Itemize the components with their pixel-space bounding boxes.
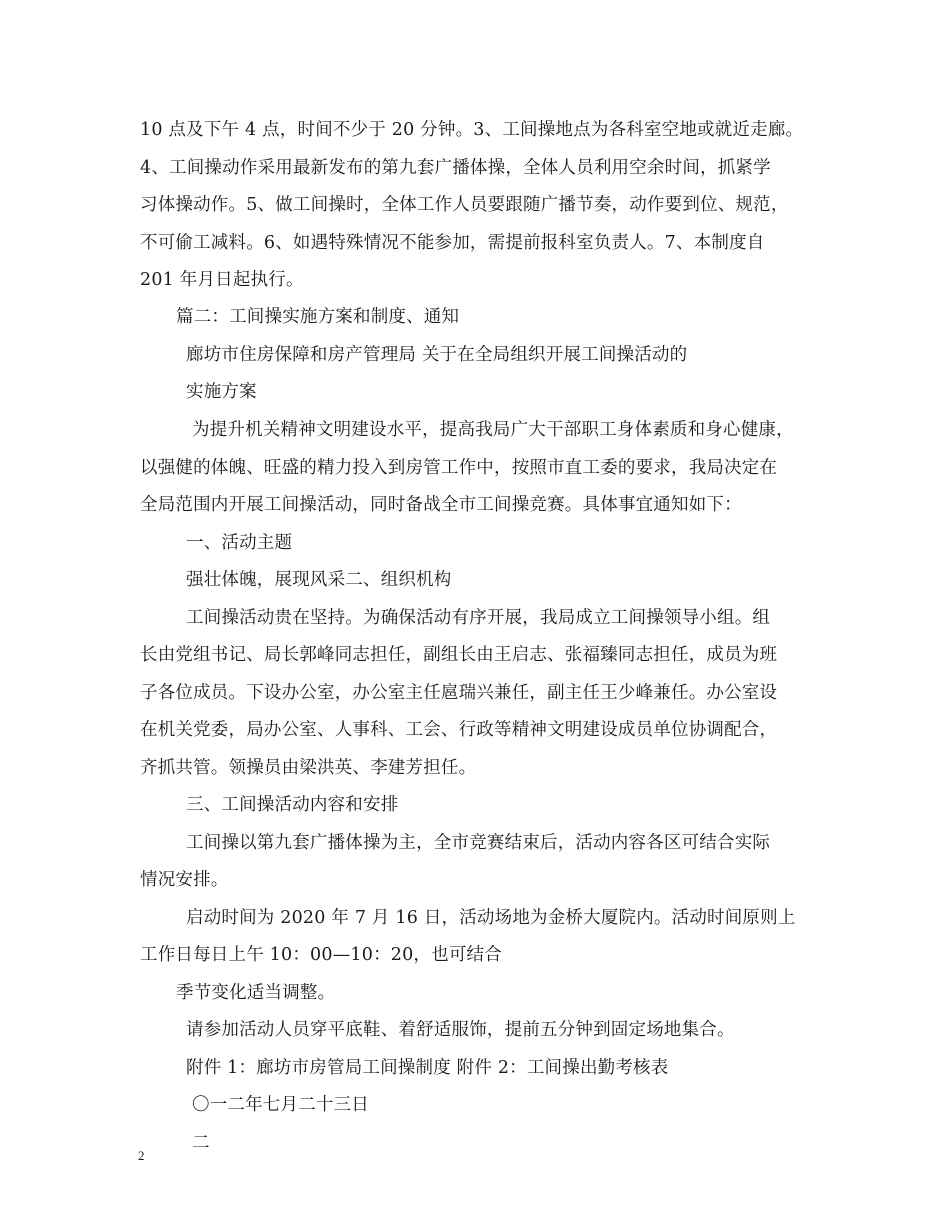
text-line: 10 点及下午 4 点，时间不少于 20 分钟。3、工间操地点为各科室空地或就近走廊。 (140, 120, 804, 140)
text-line: 工作日每日上午 10：00—10：20，也可结合 (140, 945, 502, 965)
text-line: 以强健的体魄、旺盛的精力投入到房管工作中，按照市直工委的要求，我局决定在 (140, 458, 778, 478)
text-line: 习体操动作。5、做工间操时，全体工作人员要跟随广播节奏，动作要到位、规范， (140, 195, 789, 215)
text-line: 工间操活动贵在坚持。为确保活动有序开展，我局成立工间操领导小组。组 (186, 608, 771, 628)
text-line: 长由党组书记、局长郭峰同志担任，副组长由王启志、张福臻同志担任，成员为班 (140, 645, 778, 665)
text-line: 4、工间操动作采用最新发布的第九套广播体操，全体人员利用空余时间，抓紧学 (140, 158, 771, 178)
attachments-line: 附件 1：廊坊市房管局工间操制度 附件 2：工间操出勤考核表 (186, 1058, 669, 1078)
document-title: 廊坊市住房保障和房产管理局 关于在全局组织开展工间操活动的 (186, 345, 688, 365)
text-line: 启动时间为 2020 年 7 月 16 日，活动场地为金桥大厦院内。活动时间原则上 (186, 908, 796, 928)
text-line: 二 (192, 1133, 210, 1153)
text-line: 齐抓共管。领操员由梁洪英、李建芳担任。 (140, 758, 477, 778)
text-line: 子各位成员。下设办公室，办公室主任扈瑞兴兼任，副主任王少峰兼任。办公室设 (140, 683, 778, 703)
text-line: 201 年月日起执行。 (140, 270, 304, 290)
document-title: 实施方案 (186, 382, 257, 402)
text-line: 为提升机关精神文明建设水平，提高我局广大干部职工身体素质和身心健康， (192, 420, 794, 440)
text-line: 季节变化适当调整。 (176, 983, 336, 1003)
text-line: 情况安排。 (140, 870, 229, 890)
section-heading: 三、工间操活动内容和安排 (186, 795, 399, 815)
text-line: 在机关党委，局办公室、人事科、工会、行政等精神文明建设成员单位协调配合， (140, 720, 778, 740)
text-line: 全局范围内开展工间操活动，同时备战全市工间操竞赛。具体事宜通知如下： (140, 495, 742, 515)
section-heading: 篇二：工间操实施方案和制度、通知 (176, 307, 460, 327)
text-line: 不可偷工减料。6、如遇特殊情况不能参加，需提前报科室负责人。7、本制度自 (140, 233, 765, 253)
text-line: 强壮体魄，展现风采二、组织机构 (186, 570, 452, 590)
section-heading: 一、活动主题 (186, 533, 293, 553)
page-number: 2 (138, 1148, 145, 1163)
text-line: 请参加活动人员穿平底鞋、着舒适服饰，提前五分钟到固定场地集合。 (186, 1020, 735, 1040)
date-line: 〇一二年七月二十三日 (192, 1095, 369, 1115)
text-line: 工间操以第九套广播体操为主，全市竞赛结束后，活动内容各区可结合实际 (186, 833, 771, 853)
